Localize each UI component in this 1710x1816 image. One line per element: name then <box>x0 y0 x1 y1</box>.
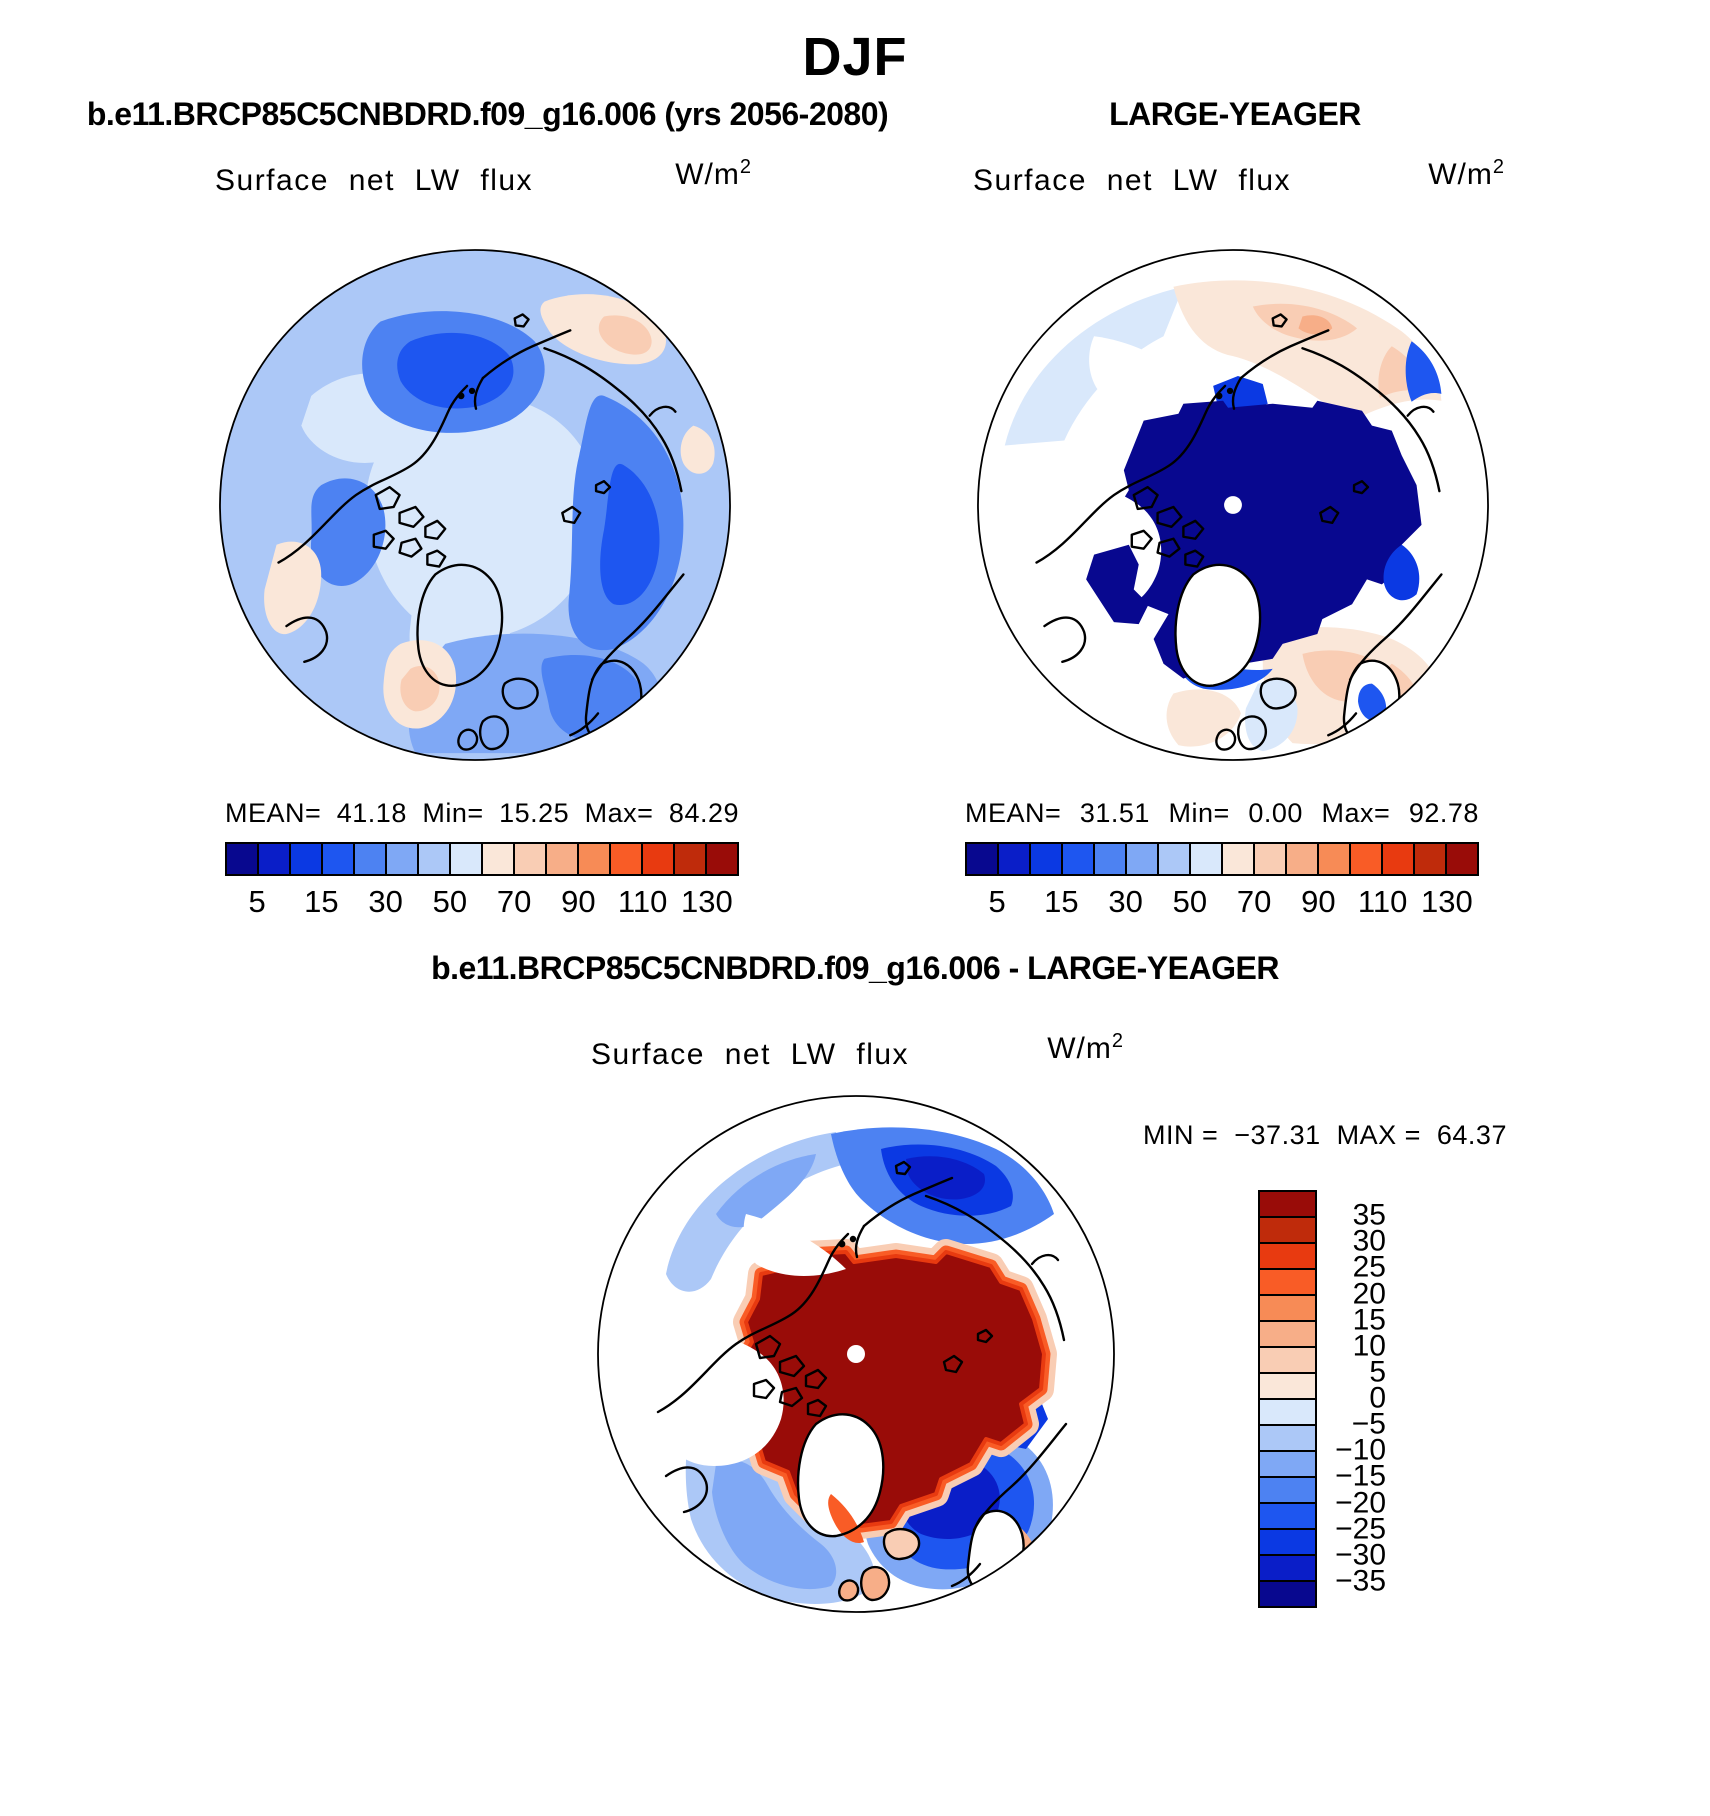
field-label-obs: Surface net LW flux <box>973 164 1292 197</box>
colorbar-ticks-obs <box>965 884 1479 922</box>
colorbar-tick-label: 70 <box>1236 884 1272 919</box>
diff-minmax <box>1143 1120 1507 1151</box>
colorbar-cell <box>1255 844 1287 874</box>
colorbar-tick-label: 90 <box>1301 884 1336 919</box>
colorbar-cell <box>1260 1244 1315 1270</box>
diff-max-value: 64.37 <box>1436 1120 1507 1150</box>
stats-obs <box>965 798 1479 829</box>
colorbar-cell <box>1415 844 1447 874</box>
colorbar-tick-label: 130 <box>1421 884 1473 919</box>
season-title: DJF <box>802 27 908 87</box>
colorbar-tick-label: 5 <box>988 884 1006 919</box>
colorbar-diff-label: 5 <box>1369 1355 1386 1389</box>
colorbar-cell <box>999 844 1031 874</box>
colorbar-cell <box>1159 844 1191 874</box>
colorbar-obs <box>965 842 1479 876</box>
units-label-obs <box>1393 156 1505 192</box>
max-value: 92.78 <box>1408 798 1479 828</box>
colorbar-cell <box>1095 844 1127 874</box>
colorbar-cell <box>1223 844 1255 874</box>
colorbar-cell <box>1260 1504 1315 1530</box>
colorbar-diff-label: 35 <box>1352 1198 1386 1232</box>
units-base: W/m <box>675 158 740 191</box>
colorbar-diff <box>1258 1190 1317 1608</box>
colorbar-cell <box>387 844 419 874</box>
colorbar-cell <box>227 844 259 874</box>
max-value: 84.29 <box>668 798 739 828</box>
colorbar-cell <box>1260 1192 1315 1218</box>
colorbar-diff-label: 0 <box>1369 1381 1386 1415</box>
colorbar-diff-label: 15 <box>1352 1302 1386 1336</box>
mean-label: MEAN= <box>225 798 322 828</box>
colorbar-cell <box>967 844 999 874</box>
units-label-model <box>640 156 752 192</box>
colorbar-cell <box>1319 844 1351 874</box>
colorbar-cell <box>1260 1270 1315 1296</box>
colorbar-diff-label: 30 <box>1352 1224 1386 1258</box>
units-label-diff <box>1012 1030 1124 1066</box>
colorbar-diff-label: 20 <box>1352 1276 1386 1310</box>
colorbar-cell <box>707 844 737 874</box>
map-observations <box>975 247 1491 763</box>
colorbar-cell <box>1260 1296 1315 1322</box>
colorbar-model <box>225 842 739 876</box>
diff-min-label: MIN = <box>1143 1120 1219 1150</box>
colorbar-cell <box>1260 1322 1315 1348</box>
colorbar-tick-label: 70 <box>496 884 532 919</box>
max-label: Max= <box>584 798 654 828</box>
units-exponent: 2 <box>739 156 752 178</box>
colorbar-tick-label: 15 <box>304 884 339 919</box>
colorbar-cell <box>1031 844 1063 874</box>
colorbar-cell <box>1191 844 1223 874</box>
colorbar-diff-labels <box>1322 1190 1386 1608</box>
colorbar-cell <box>1260 1582 1315 1606</box>
colorbar-tick-label: 90 <box>561 884 596 919</box>
field-label-model: Surface net LW flux <box>215 164 534 197</box>
colorbar-cell <box>1260 1426 1315 1452</box>
model-panel-title: b.e11.BRCP85C5CNBDRD.f09_g16.006 (yrs 2056-2080) <box>86 96 889 132</box>
colorbar-cell <box>1260 1556 1315 1582</box>
colorbar-cell <box>579 844 611 874</box>
colorbar-cell <box>323 844 355 874</box>
colorbar-cell <box>675 844 707 874</box>
colorbar-ticks-model <box>225 884 739 922</box>
colorbar-cell <box>1260 1348 1315 1374</box>
colorbar-cell <box>643 844 675 874</box>
field-label-diff: Surface net LW flux <box>591 1038 910 1071</box>
min-label: Min= <box>422 798 484 828</box>
colorbar-cell <box>515 844 547 874</box>
min-value: 15.25 <box>499 798 570 828</box>
colorbar-diff-label: −25 <box>1335 1511 1386 1545</box>
colorbar-cell <box>547 844 579 874</box>
colorbar-cell <box>1447 844 1477 874</box>
stats-model <box>225 798 739 829</box>
colorbar-cell <box>1260 1530 1315 1556</box>
colorbar-cell <box>291 844 323 874</box>
colorbar-tick-label: 15 <box>1044 884 1079 919</box>
obs-panel-title: LARGE-YEAGER <box>1109 96 1361 132</box>
colorbar-tick-label: 30 <box>1108 884 1143 919</box>
map-difference <box>596 1094 1116 1614</box>
colorbar-cell <box>259 844 291 874</box>
units-exponent: 2 <box>1492 156 1505 178</box>
colorbar-tick-label: 30 <box>368 884 403 919</box>
max-label: Max= <box>1321 798 1391 828</box>
diff-min-value: −37.31 <box>1234 1120 1321 1150</box>
colorbar-diff-label: −20 <box>1335 1485 1386 1519</box>
colorbar-cell <box>1260 1400 1315 1426</box>
colorbar-cell <box>451 844 483 874</box>
units-base: W/m <box>1047 1032 1112 1065</box>
colorbar-cell <box>1260 1374 1315 1400</box>
colorbar-cell <box>1383 844 1415 874</box>
colorbar-diff-label: 25 <box>1352 1250 1386 1284</box>
colorbar-diff-label: −5 <box>1351 1407 1386 1441</box>
colorbar-cell <box>355 844 387 874</box>
colorbar-diff-label: −10 <box>1335 1433 1386 1467</box>
colorbar-cell <box>1063 844 1095 874</box>
units-base: W/m <box>1428 158 1493 191</box>
mean-value: 41.18 <box>336 798 407 828</box>
colorbar-diff-label: −15 <box>1335 1459 1386 1493</box>
colorbar-cell <box>1260 1478 1315 1504</box>
colorbar-cell <box>1351 844 1383 874</box>
mean-value: 31.51 <box>1079 798 1150 828</box>
map-model <box>217 247 733 763</box>
colorbar-tick-label: 50 <box>1172 884 1208 919</box>
mean-label: MEAN= <box>965 798 1062 828</box>
colorbar-cell <box>1127 844 1159 874</box>
colorbar-diff-label: 10 <box>1352 1329 1386 1363</box>
colorbar-tick-label: 5 <box>248 884 266 919</box>
min-value: 0.00 <box>1248 798 1303 828</box>
min-label: Min= <box>1168 798 1230 828</box>
colorbar-cell <box>419 844 451 874</box>
colorbar-cell <box>611 844 643 874</box>
colorbar-cell <box>1260 1452 1315 1478</box>
colorbar-tick-label: 50 <box>432 884 468 919</box>
colorbar-cell <box>1260 1218 1315 1244</box>
units-exponent: 2 <box>1111 1030 1124 1052</box>
colorbar-diff-label: −35 <box>1335 1564 1386 1598</box>
colorbar-cell <box>483 844 515 874</box>
diff-max-label: MAX = <box>1336 1120 1421 1150</box>
colorbar-diff-label: −30 <box>1335 1538 1386 1572</box>
colorbar-tick-label: 130 <box>681 884 733 919</box>
colorbar-cell <box>1287 844 1319 874</box>
diff-panel-title: b.e11.BRCP85C5CNBDRD.f09_g16.006 - LARGE-YEAGER <box>431 950 1279 986</box>
colorbar-tick-label: 110 <box>1357 884 1408 919</box>
colorbar-tick-label: 110 <box>617 884 668 919</box>
